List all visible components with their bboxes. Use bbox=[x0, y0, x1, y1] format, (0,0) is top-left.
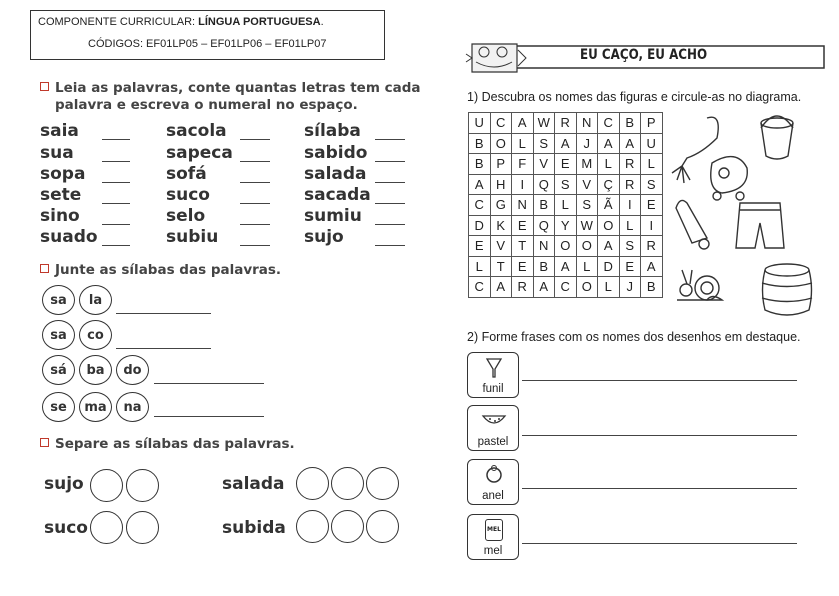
grid-cell[interactable]: R bbox=[619, 174, 641, 195]
grid-cell[interactable]: W bbox=[576, 215, 598, 236]
grid-cell[interactable]: S bbox=[576, 195, 598, 216]
grid-cell[interactable]: B bbox=[533, 195, 555, 216]
syllable-bubble: sá bbox=[42, 355, 75, 385]
word-item: suco bbox=[166, 185, 210, 205]
grid-cell[interactable]: Q bbox=[533, 215, 555, 236]
grid-cell[interactable]: C bbox=[490, 113, 512, 134]
grid-cell[interactable]: K bbox=[490, 215, 512, 236]
answer-line[interactable] bbox=[375, 224, 405, 225]
answer-line[interactable] bbox=[102, 139, 130, 140]
grid-row bbox=[469, 154, 663, 175]
grid-cell[interactable]: B bbox=[469, 133, 491, 154]
page-title: EU CAÇO, EU ACHO bbox=[580, 47, 708, 63]
label-mel: MEL mel bbox=[467, 514, 519, 560]
grid-row bbox=[469, 236, 663, 257]
checkbox-icon bbox=[40, 438, 49, 447]
word-item: sapeca bbox=[166, 143, 233, 163]
word-item: sete bbox=[40, 185, 82, 205]
grid-cell[interactable]: I bbox=[512, 174, 534, 195]
grid-cell[interactable]: A bbox=[469, 174, 491, 195]
grid-cell[interactable]: P bbox=[641, 113, 663, 134]
answer-line[interactable] bbox=[375, 182, 405, 183]
answer-line[interactable] bbox=[375, 245, 405, 246]
answer-line[interactable] bbox=[116, 313, 211, 314]
answer-line[interactable] bbox=[154, 416, 264, 417]
word-item: sujo bbox=[304, 227, 344, 247]
grid-cell[interactable]: R bbox=[641, 236, 663, 257]
answer-line[interactable] bbox=[154, 383, 264, 384]
grid-cell[interactable]: C bbox=[598, 113, 620, 134]
grid-row bbox=[469, 277, 663, 298]
grid-cell[interactable]: A bbox=[619, 133, 641, 154]
grid-cell[interactable]: L bbox=[576, 256, 598, 277]
word-item: sumiu bbox=[304, 206, 362, 226]
grid-cell[interactable]: A bbox=[490, 277, 512, 298]
answer-line[interactable] bbox=[522, 380, 797, 381]
answer-line[interactable] bbox=[522, 543, 797, 544]
grid-cell[interactable]: C bbox=[555, 277, 577, 298]
grid-cell[interactable]: N bbox=[533, 236, 555, 257]
answer-line[interactable] bbox=[102, 182, 130, 183]
syllable-bubble: ba bbox=[79, 355, 112, 385]
grid-cell[interactable]: H bbox=[490, 174, 512, 195]
grid-row bbox=[469, 174, 663, 195]
word-item: suado bbox=[40, 227, 98, 247]
grid-cell[interactable]: B bbox=[469, 154, 491, 175]
grid-cell[interactable]: E bbox=[619, 256, 641, 277]
word-item: sua bbox=[40, 143, 74, 163]
syllable-bubble: sa bbox=[42, 285, 75, 315]
grid-cell[interactable]: Y bbox=[555, 215, 577, 236]
grid-cell[interactable]: I bbox=[641, 215, 663, 236]
grid-cell[interactable]: B bbox=[641, 277, 663, 298]
answer-line[interactable] bbox=[375, 161, 405, 162]
answer-line[interactable] bbox=[240, 203, 270, 204]
exercise2-instruction: Junte as sílabas das palavras. bbox=[40, 262, 281, 279]
grid-cell[interactable]: J bbox=[619, 277, 641, 298]
word-item: sofá bbox=[166, 164, 207, 184]
grid-cell[interactable]: T bbox=[512, 236, 534, 257]
separate-word: sujo bbox=[44, 474, 84, 494]
grid-cell[interactable]: A bbox=[533, 277, 555, 298]
word-item: saia bbox=[40, 121, 79, 141]
barrel-icon bbox=[762, 264, 812, 315]
curriculum-line: COMPONENTE CURRICULAR: LÍNGUA PORTUGUESA. bbox=[38, 16, 324, 28]
grid-cell[interactable]: V bbox=[533, 154, 555, 175]
label-pastel: pastel bbox=[467, 405, 519, 451]
grid-cell[interactable]: B bbox=[619, 113, 641, 134]
grid-cell[interactable]: D bbox=[598, 256, 620, 277]
answer-circle[interactable] bbox=[366, 467, 399, 500]
answer-circle[interactable] bbox=[366, 510, 399, 543]
grid-cell[interactable]: U bbox=[469, 113, 491, 134]
grid-row bbox=[469, 113, 663, 134]
funnel-icon bbox=[485, 357, 503, 379]
grid-cell[interactable]: L bbox=[469, 256, 491, 277]
grid-cell[interactable]: A bbox=[598, 236, 620, 257]
answer-line[interactable] bbox=[522, 435, 797, 436]
grid-cell[interactable]: J bbox=[576, 133, 598, 154]
grid-cell[interactable]: W bbox=[533, 113, 555, 134]
answer-circle[interactable] bbox=[296, 510, 329, 543]
grid-cell[interactable]: V bbox=[576, 174, 598, 195]
grid-cell[interactable]: V bbox=[490, 236, 512, 257]
grid-cell[interactable]: O bbox=[555, 236, 577, 257]
word-item: sopa bbox=[40, 164, 86, 184]
grid-cell[interactable]: E bbox=[555, 154, 577, 175]
grid-cell[interactable]: L bbox=[641, 154, 663, 175]
grid-cell[interactable]: A bbox=[555, 256, 577, 277]
grid-cell[interactable]: N bbox=[512, 195, 534, 216]
grid-cell[interactable]: S bbox=[533, 133, 555, 154]
word-item: subiu bbox=[166, 227, 219, 247]
grid-cell[interactable]: A bbox=[555, 133, 577, 154]
grid-cell[interactable]: G bbox=[490, 195, 512, 216]
exercise1-instruction: Leia as palavras, conte quantas letras tem cada palavra e escreva o numeral no espaço. bbox=[40, 80, 420, 114]
grid-cell[interactable]: O bbox=[576, 277, 598, 298]
grid-cell[interactable]: L bbox=[598, 277, 620, 298]
syllable-bubble: la bbox=[79, 285, 112, 315]
syllable-bubble: do bbox=[116, 355, 149, 385]
answer-line[interactable] bbox=[102, 203, 130, 204]
separate-word: subida bbox=[222, 518, 286, 538]
answer-line[interactable] bbox=[522, 488, 797, 489]
question1: 1) Descubra os nomes das figuras e circule-as no diagrama. bbox=[467, 90, 802, 104]
grid-cell[interactable]: L bbox=[512, 133, 534, 154]
grid-cell[interactable]: C bbox=[469, 277, 491, 298]
grid-row bbox=[469, 215, 663, 236]
grid-cell[interactable]: A bbox=[641, 256, 663, 277]
answer-circle[interactable] bbox=[331, 510, 364, 543]
checkbox-icon bbox=[40, 82, 49, 91]
syllable-bubble: co bbox=[79, 320, 112, 350]
grid-row bbox=[469, 195, 663, 216]
syllable-bubble: ma bbox=[79, 392, 112, 422]
grid-cell[interactable]: C bbox=[469, 195, 491, 216]
answer-line[interactable] bbox=[240, 161, 270, 162]
grid-cell[interactable]: R bbox=[512, 277, 534, 298]
word-item: sílaba bbox=[304, 121, 361, 141]
grid-cell[interactable]: Ã bbox=[598, 195, 620, 216]
grid-row bbox=[469, 256, 663, 277]
answer-circle[interactable] bbox=[126, 469, 159, 502]
grid-cell[interactable]: O bbox=[576, 236, 598, 257]
word-item: salada bbox=[304, 164, 367, 184]
grid-cell[interactable]: P bbox=[490, 154, 512, 175]
grid-cell[interactable]: S bbox=[619, 236, 641, 257]
safety-pin-icon bbox=[676, 200, 709, 249]
exercise3-instruction: Separe as sílabas das palavras. bbox=[40, 436, 295, 453]
grid-row bbox=[469, 133, 663, 154]
honey-jar-icon: MEL bbox=[485, 519, 503, 541]
word-item: sacada bbox=[304, 185, 371, 205]
question2: 2) Forme frases com os nomes dos desenhos em destaque. bbox=[467, 330, 801, 344]
shorts-icon bbox=[736, 203, 784, 248]
separate-word: salada bbox=[222, 474, 285, 494]
word-item: sacola bbox=[166, 121, 227, 141]
separate-word: suco bbox=[44, 518, 88, 538]
grid-cell[interactable]: L bbox=[598, 154, 620, 175]
grid-cell[interactable]: Q bbox=[533, 174, 555, 195]
syllable-bubble: se bbox=[42, 392, 75, 422]
pastel-icon bbox=[481, 412, 507, 428]
label-anel: anel bbox=[467, 459, 519, 505]
grid-cell[interactable]: B bbox=[533, 256, 555, 277]
grid-cell[interactable]: I bbox=[619, 195, 641, 216]
grid-cell[interactable]: E bbox=[512, 215, 534, 236]
label-funil: funil bbox=[467, 352, 519, 398]
answer-line[interactable] bbox=[102, 161, 130, 162]
grid-cell[interactable]: F bbox=[512, 154, 534, 175]
word-item: sabido bbox=[304, 143, 368, 163]
figures-panel bbox=[662, 108, 837, 323]
grid-cell[interactable]: E bbox=[469, 236, 491, 257]
answer-circle[interactable] bbox=[331, 467, 364, 500]
grid-cell[interactable]: E bbox=[641, 195, 663, 216]
grid-cell[interactable]: S bbox=[641, 174, 663, 195]
answer-line[interactable] bbox=[375, 139, 405, 140]
grid-cell[interactable]: O bbox=[490, 133, 512, 154]
grid-cell[interactable]: E bbox=[512, 256, 534, 277]
word-item: sino bbox=[40, 206, 80, 226]
word-item: selo bbox=[166, 206, 206, 226]
answer-line[interactable] bbox=[102, 224, 130, 225]
ring-icon bbox=[484, 464, 504, 484]
grid-cell[interactable]: N bbox=[576, 113, 598, 134]
grid-cell[interactable]: S bbox=[555, 174, 577, 195]
answer-circle[interactable] bbox=[296, 467, 329, 500]
answer-circle[interactable] bbox=[90, 511, 123, 544]
grid-cell[interactable]: D bbox=[469, 215, 491, 236]
grid-cell[interactable]: A bbox=[512, 113, 534, 134]
answer-line[interactable] bbox=[375, 203, 405, 204]
grid-cell[interactable]: L bbox=[555, 195, 577, 216]
bucket-icon bbox=[761, 116, 793, 159]
roller-skate-icon bbox=[711, 157, 748, 200]
grid-cell[interactable]: T bbox=[490, 256, 512, 277]
answer-circle[interactable] bbox=[126, 511, 159, 544]
answer-line[interactable] bbox=[116, 348, 211, 349]
codes-line: CÓDIGOS: EF01LP05 – EF01LP06 – EF01LP07 bbox=[88, 38, 327, 50]
grid-cell[interactable]: U bbox=[641, 133, 663, 154]
grid-cell[interactable]: R bbox=[619, 154, 641, 175]
answer-line[interactable] bbox=[240, 245, 270, 246]
syllable-bubble: na bbox=[116, 392, 149, 422]
word-search-grid bbox=[468, 112, 663, 298]
answer-line[interactable] bbox=[240, 224, 270, 225]
syllable-bubble: sa bbox=[42, 320, 75, 350]
checkbox-icon bbox=[40, 264, 49, 273]
answer-line[interactable] bbox=[102, 245, 130, 246]
answer-line[interactable] bbox=[240, 139, 270, 140]
snail-icon bbox=[677, 270, 722, 300]
grid-cell[interactable]: M bbox=[576, 154, 598, 175]
grid-cell[interactable]: R bbox=[555, 113, 577, 134]
answer-circle[interactable] bbox=[90, 469, 123, 502]
grid-cell[interactable]: A bbox=[598, 133, 620, 154]
grid-cell[interactable]: Ç bbox=[598, 174, 620, 195]
grid-cell[interactable]: O bbox=[598, 215, 620, 236]
answer-line[interactable] bbox=[240, 182, 270, 183]
grid-cell[interactable]: L bbox=[619, 215, 641, 236]
